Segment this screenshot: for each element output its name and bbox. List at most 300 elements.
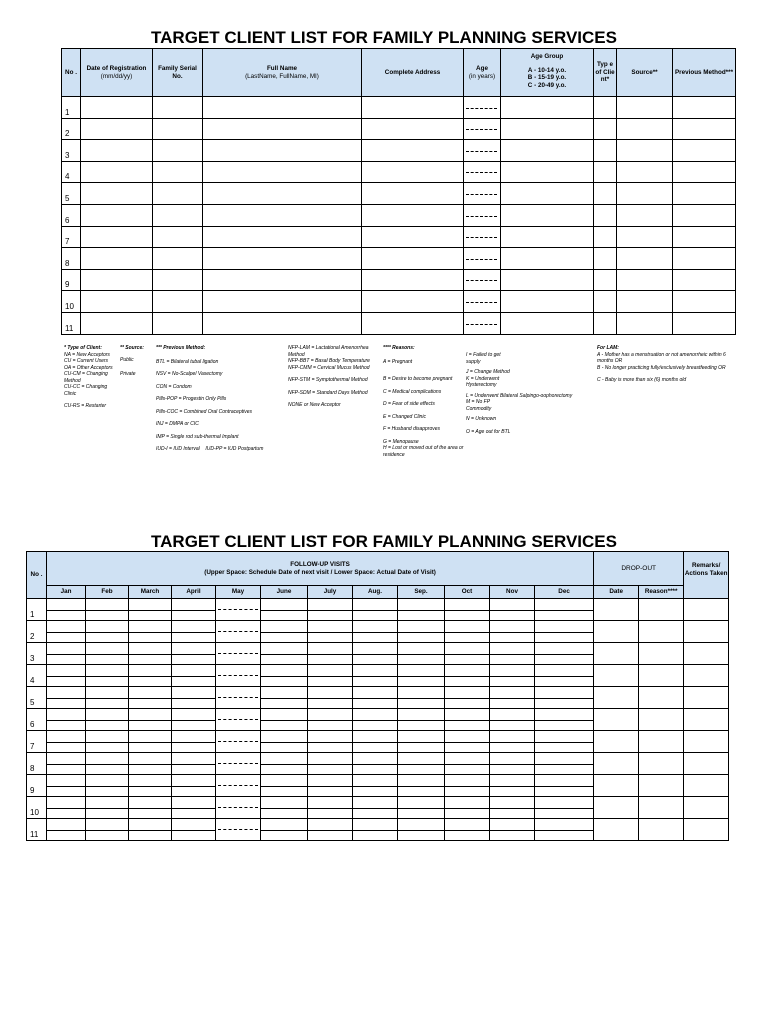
table-cell[interactable] <box>86 665 129 687</box>
table-cell[interactable] <box>47 731 86 753</box>
table-cell[interactable] <box>129 687 172 709</box>
table-cell[interactable] <box>445 665 490 687</box>
table-cell[interactable] <box>464 204 501 226</box>
table-cell[interactable] <box>47 709 86 731</box>
table-cell[interactable] <box>464 183 501 205</box>
table-cell[interactable] <box>153 97 203 119</box>
table-cell[interactable] <box>308 709 353 731</box>
table-cell[interactable] <box>673 312 736 334</box>
table-cell[interactable] <box>216 775 261 797</box>
table-cell[interactable] <box>261 599 308 621</box>
cell-divider <box>47 676 85 677</box>
table-cell[interactable] <box>216 643 261 665</box>
table-cell[interactable] <box>617 248 673 270</box>
table-cell[interactable] <box>129 643 172 665</box>
table-cell[interactable] <box>490 819 535 841</box>
cell-divider <box>261 698 307 699</box>
table-cell[interactable] <box>639 687 684 709</box>
table-cell[interactable] <box>203 291 362 313</box>
row-number: 1 <box>62 97 81 119</box>
legend-reasons-1 <box>383 345 467 458</box>
table-cell[interactable] <box>617 161 673 183</box>
table-cell[interactable] <box>216 665 261 687</box>
table-cell[interactable] <box>684 797 729 819</box>
table-cell[interactable] <box>129 665 172 687</box>
table-cell[interactable] <box>81 248 153 270</box>
table-cell[interactable] <box>673 204 736 226</box>
table-cell[interactable] <box>490 643 535 665</box>
table-cell[interactable] <box>172 775 216 797</box>
table-cell[interactable] <box>47 643 86 665</box>
table-cell[interactable] <box>673 140 736 162</box>
table-cell[interactable] <box>362 269 464 291</box>
table-cell[interactable] <box>216 709 261 731</box>
table-cell[interactable] <box>639 665 684 687</box>
table-cell[interactable] <box>81 161 153 183</box>
table-row <box>27 687 729 709</box>
table-cell[interactable] <box>362 226 464 248</box>
table-cell[interactable] <box>47 599 86 621</box>
table-cell[interactable] <box>445 599 490 621</box>
table-cell[interactable] <box>203 269 362 291</box>
table-cell[interactable] <box>445 797 490 819</box>
table-cell[interactable] <box>362 204 464 226</box>
header-no: No . <box>62 49 81 97</box>
table-cell[interactable] <box>490 599 535 621</box>
table-cell[interactable] <box>153 312 203 334</box>
table-cell[interactable] <box>594 731 639 753</box>
table-cell[interactable] <box>398 621 445 643</box>
table-cell[interactable] <box>398 797 445 819</box>
table-cell[interactable] <box>464 97 501 119</box>
table-cell[interactable] <box>464 269 501 291</box>
legend-item: NFP-LAM = Lactational Amenorrhea Method <box>288 345 369 358</box>
table-cell[interactable] <box>398 599 445 621</box>
table-cell[interactable] <box>617 183 673 205</box>
table-cell[interactable] <box>639 775 684 797</box>
table-cell[interactable] <box>490 753 535 775</box>
table-cell[interactable] <box>353 643 398 665</box>
table-cell[interactable] <box>398 709 445 731</box>
table-cell[interactable] <box>684 731 729 753</box>
table-cell[interactable] <box>216 621 261 643</box>
table-cell[interactable] <box>81 97 153 119</box>
table-cell[interactable] <box>535 687 594 709</box>
table-cell[interactable] <box>594 753 639 775</box>
table-cell[interactable] <box>535 643 594 665</box>
table-cell[interactable] <box>81 183 153 205</box>
table-cell[interactable] <box>261 665 308 687</box>
table-cell[interactable] <box>81 312 153 334</box>
table-cell[interactable] <box>203 183 362 205</box>
table-row <box>62 269 736 291</box>
table-cell[interactable] <box>81 269 153 291</box>
table-cell[interactable] <box>594 775 639 797</box>
row-number: 4 <box>27 665 47 687</box>
table-cell[interactable] <box>490 621 535 643</box>
table-cell[interactable] <box>639 643 684 665</box>
table-cell[interactable] <box>490 731 535 753</box>
table-cell[interactable] <box>47 687 86 709</box>
table-cell[interactable] <box>639 819 684 841</box>
table-cell[interactable] <box>353 819 398 841</box>
table-cell[interactable] <box>594 226 617 248</box>
table-cell[interactable] <box>153 140 203 162</box>
table-cell[interactable] <box>594 687 639 709</box>
table-cell[interactable] <box>308 819 353 841</box>
table-cell[interactable] <box>86 753 129 775</box>
table-cell[interactable] <box>445 621 490 643</box>
table-cell[interactable] <box>398 665 445 687</box>
table-cell[interactable] <box>203 118 362 140</box>
table-cell[interactable] <box>501 312 594 334</box>
table-cell[interactable] <box>353 797 398 819</box>
table-cell[interactable] <box>639 621 684 643</box>
table-cell[interactable] <box>490 775 535 797</box>
table-cell[interactable] <box>684 665 729 687</box>
row-number: 9 <box>62 269 81 291</box>
table-cell[interactable] <box>353 775 398 797</box>
table-cell[interactable] <box>535 731 594 753</box>
table-cell[interactable] <box>308 665 353 687</box>
table-cell[interactable] <box>81 140 153 162</box>
table-cell[interactable] <box>129 731 172 753</box>
table-cell[interactable] <box>673 183 736 205</box>
table-cell[interactable] <box>445 643 490 665</box>
dashed-divider <box>466 194 497 195</box>
table-cell[interactable] <box>501 183 594 205</box>
table-cell[interactable] <box>398 687 445 709</box>
table-cell[interactable] <box>398 753 445 775</box>
table-cell[interactable] <box>362 291 464 313</box>
table-cell[interactable] <box>362 312 464 334</box>
table-cell[interactable] <box>617 291 673 313</box>
table-cell[interactable] <box>684 687 729 709</box>
table-cell[interactable] <box>353 621 398 643</box>
table-cell[interactable] <box>153 204 203 226</box>
table-cell[interactable] <box>129 621 172 643</box>
table-cell[interactable] <box>153 183 203 205</box>
table-cell[interactable] <box>445 775 490 797</box>
table-row <box>62 204 736 226</box>
legend-item: NA = New Acceptors <box>64 351 110 358</box>
table-cell[interactable] <box>153 226 203 248</box>
table-cell[interactable] <box>353 731 398 753</box>
table-cell[interactable] <box>464 118 501 140</box>
table-cell[interactable] <box>398 819 445 841</box>
table-cell[interactable] <box>216 731 261 753</box>
table-cell[interactable] <box>594 665 639 687</box>
table-cell[interactable] <box>501 97 594 119</box>
table-cell[interactable] <box>308 599 353 621</box>
table-cell[interactable] <box>153 161 203 183</box>
table-cell[interactable] <box>353 753 398 775</box>
cell-divider <box>308 720 352 721</box>
table-cell[interactable] <box>172 621 216 643</box>
table-cell[interactable] <box>617 269 673 291</box>
table-cell[interactable] <box>684 621 729 643</box>
table-cell[interactable] <box>684 753 729 775</box>
table-cell[interactable] <box>172 731 216 753</box>
table-cell[interactable] <box>362 118 464 140</box>
table-cell[interactable] <box>129 797 172 819</box>
legend-item: H = Lost or moved out of the area or residence <box>383 445 464 458</box>
table-cell[interactable] <box>81 226 153 248</box>
table-cell[interactable] <box>535 819 594 841</box>
table-cell[interactable] <box>464 226 501 248</box>
table-cell[interactable] <box>203 140 362 162</box>
table-cell[interactable] <box>153 291 203 313</box>
table-cell[interactable] <box>535 753 594 775</box>
table-cell[interactable] <box>81 118 153 140</box>
table-cell[interactable] <box>594 118 617 140</box>
table-cell[interactable] <box>362 183 464 205</box>
table-cell[interactable] <box>261 709 308 731</box>
table-cell[interactable] <box>308 775 353 797</box>
table-cell[interactable] <box>684 599 729 621</box>
table-cell[interactable] <box>129 599 172 621</box>
table-cell[interactable] <box>594 709 639 731</box>
table-cell[interactable] <box>362 161 464 183</box>
table-cell[interactable] <box>673 161 736 183</box>
table-cell[interactable] <box>673 248 736 270</box>
cell-divider <box>261 786 307 787</box>
table-cell[interactable] <box>261 797 308 819</box>
table-cell[interactable] <box>398 731 445 753</box>
table-cell[interactable] <box>594 797 639 819</box>
cell-divider <box>535 808 593 809</box>
table-cell[interactable] <box>353 709 398 731</box>
table-cell[interactable] <box>203 97 362 119</box>
header-month-may: May <box>216 586 261 599</box>
table-cell[interactable] <box>216 599 261 621</box>
table-cell[interactable] <box>86 643 129 665</box>
table-cell[interactable] <box>673 269 736 291</box>
table-cell[interactable] <box>261 643 308 665</box>
table-cell[interactable] <box>594 183 617 205</box>
table-cell[interactable] <box>490 709 535 731</box>
table-cell[interactable] <box>535 621 594 643</box>
table-cell[interactable] <box>501 248 594 270</box>
dashed-divider <box>466 280 497 281</box>
table-cell[interactable] <box>129 819 172 841</box>
table-cell[interactable] <box>639 753 684 775</box>
table-cell[interactable] <box>86 599 129 621</box>
row-number: 10 <box>62 291 81 313</box>
table-cell[interactable] <box>172 643 216 665</box>
table-cell[interactable] <box>501 118 594 140</box>
cell-divider <box>47 632 85 633</box>
table-cell[interactable] <box>308 621 353 643</box>
table-cell[interactable] <box>535 665 594 687</box>
table-cell[interactable] <box>86 709 129 731</box>
table-cell[interactable] <box>203 204 362 226</box>
table-cell[interactable] <box>308 687 353 709</box>
table-cell[interactable] <box>535 797 594 819</box>
table-cell[interactable] <box>464 161 501 183</box>
table-cell[interactable] <box>501 226 594 248</box>
table-cell[interactable] <box>490 665 535 687</box>
cell-divider <box>398 720 444 721</box>
table-cell[interactable] <box>398 775 445 797</box>
dashed-divider <box>466 302 497 303</box>
table-cell[interactable] <box>47 819 86 841</box>
table-cell[interactable] <box>617 312 673 334</box>
table-cell[interactable] <box>445 687 490 709</box>
table-cell[interactable] <box>594 643 639 665</box>
table-cell[interactable] <box>261 731 308 753</box>
table-cell[interactable] <box>362 248 464 270</box>
table-cell[interactable] <box>172 797 216 819</box>
table-cell[interactable] <box>501 161 594 183</box>
table-cell[interactable] <box>86 731 129 753</box>
table-cell[interactable] <box>47 753 86 775</box>
table-cell[interactable] <box>464 140 501 162</box>
table-cell[interactable] <box>673 226 736 248</box>
header-month-oct: Oct <box>445 586 490 599</box>
table-cell[interactable] <box>172 687 216 709</box>
table-cell[interactable] <box>594 204 617 226</box>
table-cell[interactable] <box>47 665 86 687</box>
table-cell[interactable] <box>153 118 203 140</box>
table-cell[interactable] <box>639 731 684 753</box>
table-cell[interactable] <box>490 797 535 819</box>
table-cell[interactable] <box>673 291 736 313</box>
table-cell[interactable] <box>639 709 684 731</box>
table-cell[interactable] <box>86 621 129 643</box>
table-cell[interactable] <box>398 643 445 665</box>
cell-divider <box>261 676 307 677</box>
table-cell[interactable] <box>639 797 684 819</box>
table-cell[interactable] <box>464 312 501 334</box>
cell-divider <box>47 742 85 743</box>
row-number: 1 <box>27 599 47 621</box>
table-cell[interactable] <box>617 204 673 226</box>
legend-previous-method-1 <box>156 345 284 453</box>
table-cell[interactable] <box>308 753 353 775</box>
cell-divider <box>172 610 215 611</box>
table-cell[interactable] <box>216 753 261 775</box>
table-cell[interactable] <box>535 775 594 797</box>
table-cell[interactable] <box>445 819 490 841</box>
table-cell[interactable] <box>129 709 172 731</box>
table-cell[interactable] <box>172 599 216 621</box>
table-cell[interactable] <box>594 269 617 291</box>
table-cell[interactable] <box>535 709 594 731</box>
table-cell[interactable] <box>86 797 129 819</box>
table-cell[interactable] <box>594 819 639 841</box>
table-cell[interactable] <box>617 97 673 119</box>
table-cell[interactable] <box>445 731 490 753</box>
table-cell[interactable] <box>261 819 308 841</box>
table-cell[interactable] <box>216 797 261 819</box>
table-cell[interactable] <box>594 291 617 313</box>
cell-divider <box>129 786 171 787</box>
table-cell[interactable] <box>129 775 172 797</box>
table-cell[interactable] <box>617 118 673 140</box>
table-cell[interactable] <box>464 291 501 313</box>
table-cell[interactable] <box>490 687 535 709</box>
table-cell[interactable] <box>153 248 203 270</box>
table-cell[interactable] <box>203 161 362 183</box>
table-cell[interactable] <box>203 248 362 270</box>
table-cell[interactable] <box>203 312 362 334</box>
table-cell[interactable] <box>594 140 617 162</box>
table-cell[interactable] <box>81 291 153 313</box>
table-cell[interactable] <box>464 248 501 270</box>
table-cell[interactable] <box>86 687 129 709</box>
table-cell[interactable] <box>535 599 594 621</box>
table-cell[interactable] <box>673 118 736 140</box>
table-cell[interactable] <box>261 621 308 643</box>
table-cell[interactable] <box>172 819 216 841</box>
cell-divider <box>490 786 534 787</box>
table-cell[interactable] <box>594 621 639 643</box>
table-cell[interactable] <box>353 665 398 687</box>
table-cell[interactable] <box>308 797 353 819</box>
table-cell[interactable] <box>308 643 353 665</box>
table-row <box>27 599 729 621</box>
table-cell[interactable] <box>153 269 203 291</box>
table-cell[interactable] <box>362 97 464 119</box>
table-cell[interactable] <box>172 753 216 775</box>
table-cell[interactable] <box>261 753 308 775</box>
table-cell[interactable] <box>594 161 617 183</box>
table-cell[interactable] <box>501 269 594 291</box>
table-cell[interactable] <box>594 312 617 334</box>
table-cell[interactable] <box>81 204 153 226</box>
table-cell[interactable] <box>353 599 398 621</box>
table-cell[interactable] <box>86 819 129 841</box>
table-cell[interactable] <box>673 97 736 119</box>
table-cell[interactable] <box>216 687 261 709</box>
table-cell[interactable] <box>203 226 362 248</box>
table-cell[interactable] <box>594 248 617 270</box>
table-cell[interactable] <box>594 599 639 621</box>
table-cell[interactable] <box>684 775 729 797</box>
table-cell[interactable] <box>362 140 464 162</box>
table-cell[interactable] <box>501 291 594 313</box>
table-cell[interactable] <box>353 687 398 709</box>
dashed-divider <box>466 129 497 130</box>
table-cell[interactable] <box>501 204 594 226</box>
cell-divider <box>445 830 489 831</box>
table-cell[interactable] <box>172 665 216 687</box>
table-cell[interactable] <box>639 599 684 621</box>
table-cell[interactable] <box>445 709 490 731</box>
table-cell[interactable] <box>47 797 86 819</box>
cell-divider <box>47 808 85 809</box>
table-cell[interactable] <box>684 643 729 665</box>
table-cell[interactable] <box>129 753 172 775</box>
table-cell[interactable] <box>684 709 729 731</box>
table-cell[interactable] <box>501 140 594 162</box>
table-cell[interactable] <box>47 621 86 643</box>
table-cell[interactable] <box>684 819 729 841</box>
cell-divider <box>172 764 215 765</box>
table-cell[interactable] <box>617 140 673 162</box>
table-cell[interactable] <box>47 775 86 797</box>
table-cell[interactable] <box>308 731 353 753</box>
table-cell[interactable] <box>445 753 490 775</box>
table-cell[interactable] <box>617 226 673 248</box>
table-cell[interactable] <box>172 709 216 731</box>
table-cell[interactable] <box>261 687 308 709</box>
table-cell[interactable] <box>594 97 617 119</box>
table-cell[interactable] <box>216 819 261 841</box>
table-cell[interactable] <box>261 775 308 797</box>
table-cell[interactable] <box>86 775 129 797</box>
